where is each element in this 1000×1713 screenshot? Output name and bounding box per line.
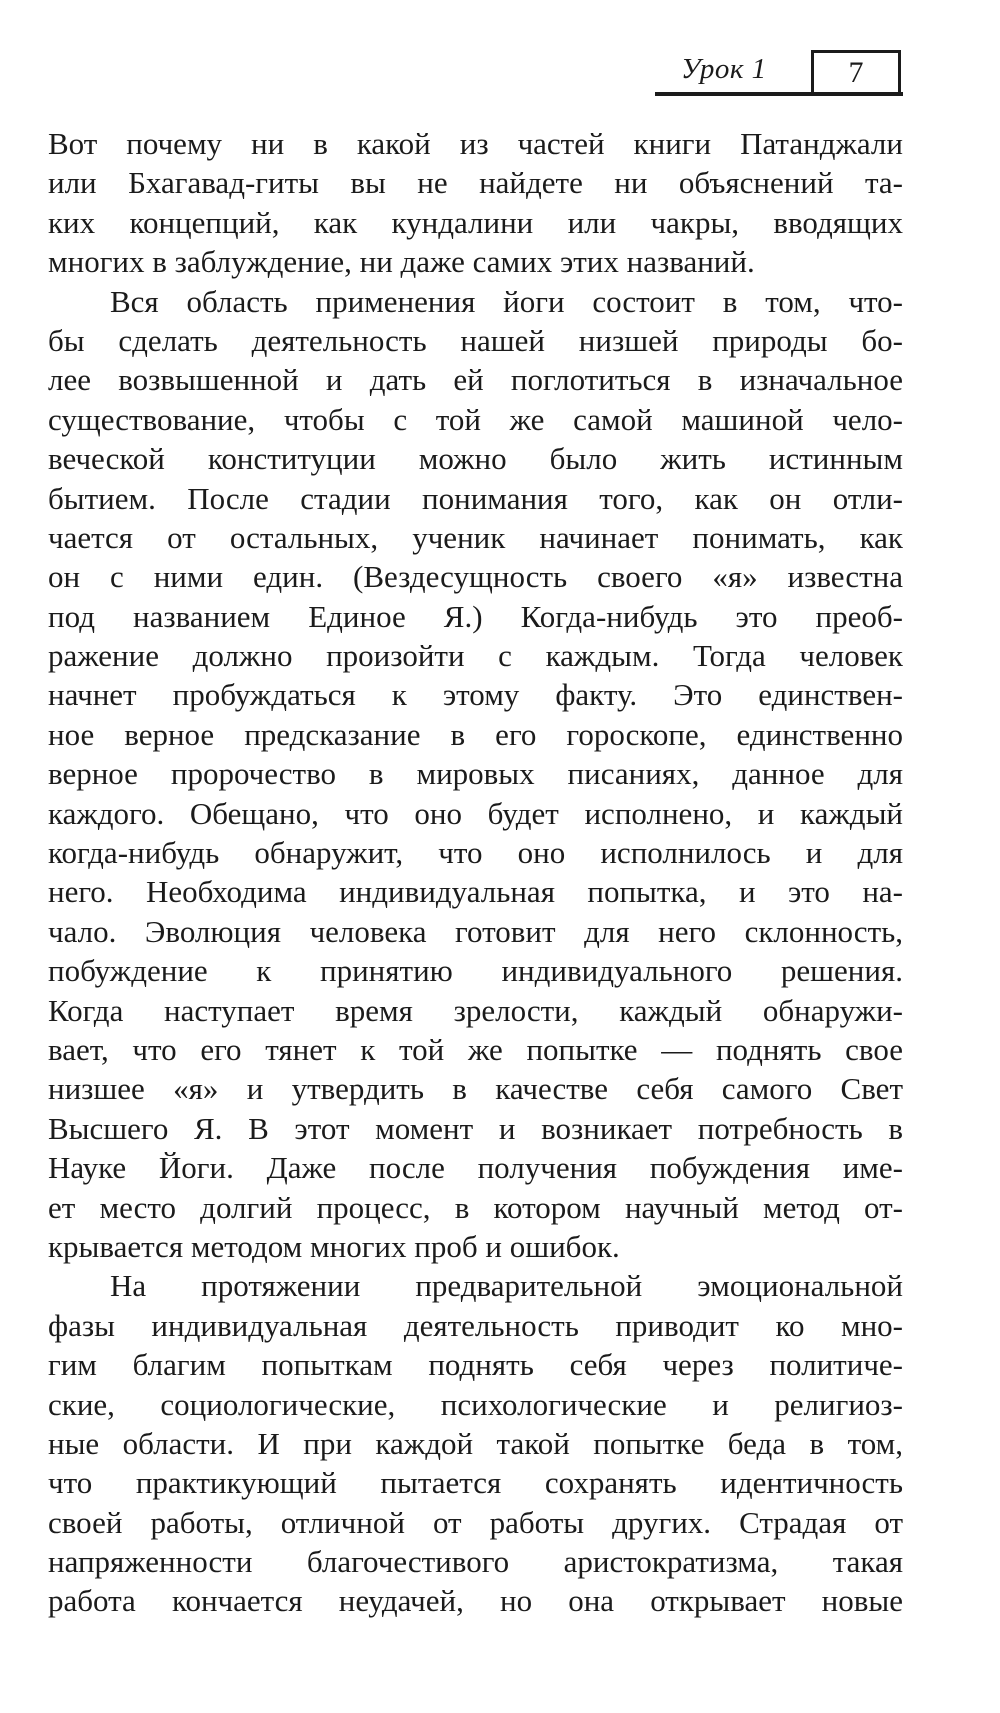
text-line: ражение должно произойти с каждым. Тогда человек	[48, 638, 903, 674]
text-line: своей работы, отличной от работы других. Страдая от	[48, 1504, 903, 1540]
text-line: или Бхагавад-гиты вы не найдете ни объяснений та-	[48, 165, 903, 201]
text-line: ские, социологические, психологические и религиоз-	[48, 1386, 903, 1422]
text-line: низшее «я» и утвердить в качестве себя самого Свет	[48, 1071, 903, 1107]
text-line: побуждение к принятию индивидуального решения.	[48, 953, 903, 989]
running-header	[655, 50, 905, 96]
text-line: Науке Йоги. Даже после получения побуждения име-	[48, 1150, 903, 1186]
text-line: веческой конституции можно было жить истинным	[48, 441, 903, 477]
body-text	[48, 124, 903, 1621]
text-line: чается от остальных, ученик начинает понимать, как	[48, 519, 903, 555]
paragraph-first-line: Вся область применения йоги состоит в том, что-	[110, 283, 903, 319]
text-line: верное пророчество в мировых писаниях, данное для	[48, 756, 903, 792]
page-number: 7	[811, 50, 901, 92]
text-line: чало. Эволюция человека готовит для него склонность,	[48, 913, 903, 949]
header-rule	[655, 92, 903, 96]
text-line: работа кончается неудачей, но она открывает новые	[48, 1583, 903, 1619]
text-line: гим благим попыткам поднять себя через политиче-	[48, 1347, 903, 1383]
text-line: существование, чтобы с той же самой машиной чело-	[48, 401, 903, 437]
text-line: что практикующий пытается сохранять идентичность	[48, 1465, 903, 1501]
text-line: ное верное предсказание в его гороскопе, единственно	[48, 716, 903, 752]
text-line: фазы индивидуальная деятельность приводит ко мно-	[48, 1307, 903, 1343]
text-line: он с ними един. (Вездесущность своего «я» известна	[48, 559, 903, 595]
paragraph-first-line: На протяжении предварительной эмоциональной	[110, 1268, 903, 1304]
text-line: бытием. После стадии понимания того, как он отли-	[48, 480, 903, 516]
text-line: бы сделать деятельность нашей низшей природы бо-	[48, 322, 903, 358]
text-line: лее возвышенной и дать ей поглотиться в изначальное	[48, 362, 903, 398]
text-line: напряженности благочестивого аристократизма, такая	[48, 1544, 903, 1580]
text-line: ные области. И при каждой такой попытке беда в том,	[48, 1425, 903, 1461]
text-line: Когда наступает время зрелости, каждый обнаружи-	[48, 992, 903, 1028]
text-line: вает, что его тянет к той же попытке — поднять свое	[48, 1031, 903, 1067]
chapter-title: Урок 1	[681, 53, 767, 85]
text-line: ет место долгий процесс, в котором научный метод от-	[48, 1189, 903, 1225]
text-line: крывается методом многих проб и ошибок.	[48, 1228, 620, 1264]
text-line: ких концепций, как кундалини или чакры, вводящих	[48, 204, 903, 240]
text-line: каждого. Обещано, что оно будет исполнено, и каждый	[48, 795, 903, 831]
text-line: Вот почему ни в какой из частей книги Патанджали	[48, 126, 903, 161]
text-line: начнет пробуждаться к этому факту. Это единствен-	[48, 677, 903, 713]
text-line: него. Необходима индивидуальная попытка, и это на-	[48, 874, 903, 910]
text-line: Высшего Я. В этот момент и возникает потребность в	[48, 1110, 903, 1146]
text-line: под названием Единое Я.) Когда-нибудь это преоб-	[48, 598, 903, 634]
text-line: когда-нибудь обнаружит, что оно исполнилось и для	[48, 835, 903, 871]
text-line: многих в заблуждение, ни даже самих этих названий.	[48, 244, 755, 280]
